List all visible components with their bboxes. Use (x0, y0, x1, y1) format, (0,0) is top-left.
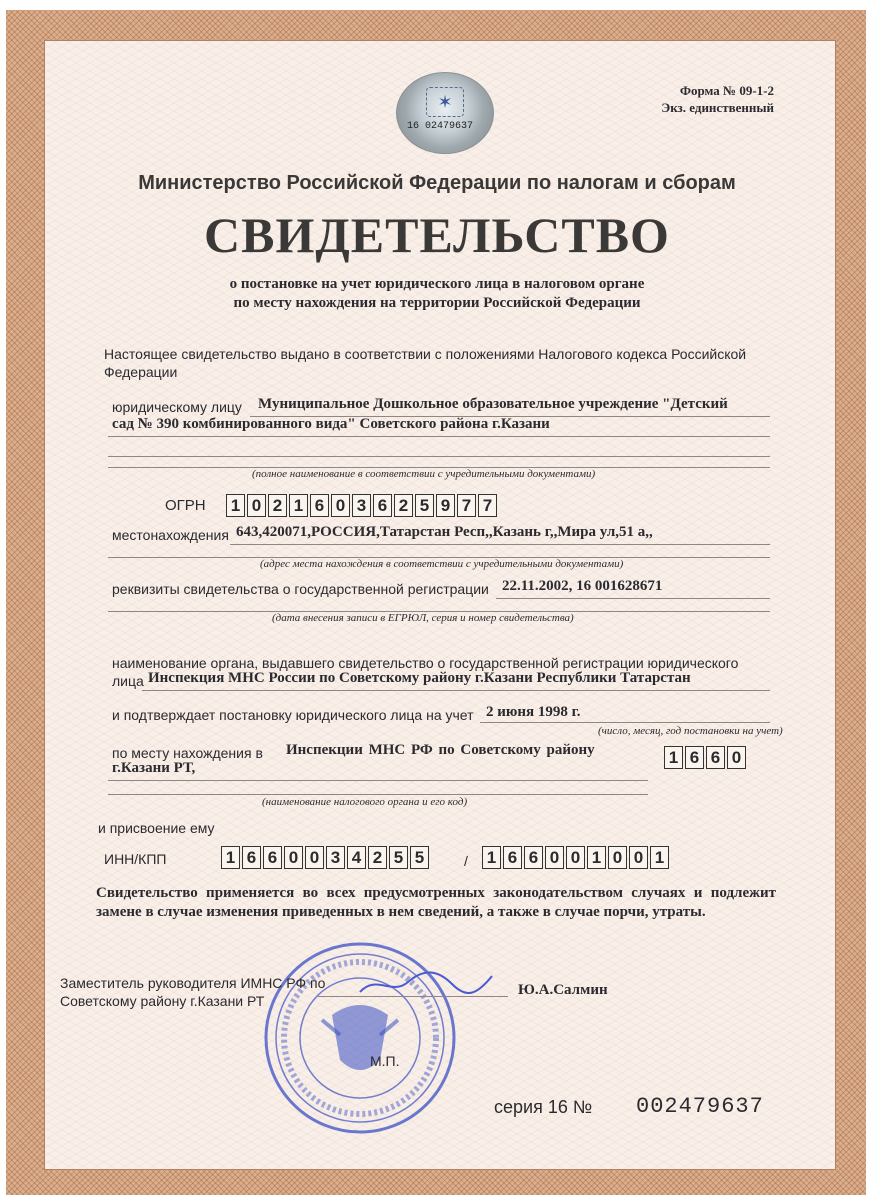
inn-digit: 1 (221, 846, 240, 869)
entity-caption: (полное наименование в соответствии с учредительными документами) (252, 468, 596, 480)
location-caption: (адрес места нахождения в соответствии с учредительными документами) (260, 558, 624, 570)
ogrn-box (226, 494, 499, 517)
issuer-value: Инспекция МНС России по Советскому району г.Казани Республики Татарстан (148, 670, 691, 686)
ogrn-digit: 9 (436, 494, 455, 517)
underline (108, 436, 770, 437)
stamp-place-label: М.П. (370, 1053, 400, 1069)
inn-digit: 3 (326, 846, 345, 869)
kpp-digit: 0 (629, 846, 648, 869)
inn-kpp-label: ИНН/КПП (104, 851, 167, 867)
ogrn-digit: 1 (226, 494, 245, 517)
entity-name-line-2: сад № 390 комбинированного вида" Советского района г.Казани (112, 416, 550, 432)
copy-label: Экз. единственный (661, 100, 774, 115)
issuer-label-line-2: лица (112, 673, 144, 689)
underline (108, 794, 648, 795)
ogrn-digit: 6 (373, 494, 392, 517)
ogrn-digit: 2 (394, 494, 413, 517)
registration-value: 22.11.2002, 16 001628671 (502, 578, 663, 594)
kpp-digit: 1 (650, 846, 669, 869)
ministry-name: Министерство Российской Федерации по налогам и сборам (138, 172, 736, 194)
ogrn-digit: 5 (415, 494, 434, 517)
underline (230, 544, 770, 545)
ogrn-digit: 0 (331, 494, 350, 517)
registration-label: реквизиты свидетельства о государственной регистрации (112, 581, 489, 597)
kpp-digit: 1 (587, 846, 606, 869)
location-value: 643,420071,РОССИЯ,Татарстан Респ,,Казань г,,Мира ул,51 а,, (236, 524, 653, 540)
inn-digit: 6 (263, 846, 282, 869)
inn-digit: 5 (389, 846, 408, 869)
handwritten-signature (356, 966, 496, 1002)
kpp-digit: 6 (524, 846, 543, 869)
signatory-position-line-1: Заместитель руководителя ИМНС РФ по (60, 975, 326, 991)
intro-line-1: Настоящее свидетельство выдано в соответствии с положениями Налогового кодекса Российской (104, 346, 747, 362)
validity-notice: Свидетельство применяется во всех предусмотренных законодательством случаях и подлежит замене в случае изменения приведенных в нем сведений, а также в случае порчи, утраты. (96, 885, 776, 920)
underline (142, 690, 770, 691)
inn-digit: 5 (410, 846, 429, 869)
document-subtitle (0, 275, 874, 313)
code-digit: 0 (727, 746, 746, 769)
tax-office-code-box (664, 746, 748, 769)
kpp-box (482, 846, 671, 869)
underline (480, 722, 770, 723)
form-info (661, 82, 774, 116)
subtitle-line-1: о постановке на учет юридического лица в налоговом органе (229, 276, 645, 292)
code-digit: 6 (706, 746, 725, 769)
series-number: 002479637 (636, 1094, 764, 1119)
signatory-name: Ю.А.Салмин (518, 982, 608, 998)
location-label: местонахождения (112, 527, 229, 543)
underline (108, 456, 770, 457)
ogrn-digit: 0 (247, 494, 266, 517)
ogrn-label: ОГРН (165, 497, 206, 514)
inn-digit: 6 (242, 846, 261, 869)
ogrn-digit: 7 (457, 494, 476, 517)
series-label: серия 16 № (494, 1097, 593, 1117)
entity-name-line-1: Муниципальное Дошкольное образовательное учреждение "Детский (258, 396, 728, 412)
signatory-position (60, 974, 325, 1010)
tax-office-label: по месту нахождения в (112, 745, 263, 761)
hologram-number: 16 02479637 (407, 121, 474, 132)
kpp-digit: 1 (482, 846, 501, 869)
form-number: Форма № 09-1-2 (679, 83, 774, 98)
ogrn-digit: 1 (289, 494, 308, 517)
hologram-emblem-icon: ✶ (426, 87, 464, 117)
underline (496, 598, 770, 599)
ogrn-digit: 2 (268, 494, 287, 517)
subtitle-line-2: по месту нахождения на территории Российской Федерации (233, 295, 641, 311)
ogrn-digit: 3 (352, 494, 371, 517)
ogrn-digit: 6 (310, 494, 329, 517)
intro-line-2: Федерации (104, 364, 178, 380)
inn-box (221, 846, 431, 869)
inn-digit: 4 (347, 846, 366, 869)
confirm-caption: (число, месяц, год постановки на учет) (598, 725, 783, 737)
inn-digit: 2 (368, 846, 387, 869)
entity-label: юридическому лицу (112, 399, 242, 415)
tax-office-caption: (наименование налогового органа и его код) (262, 796, 468, 808)
inn-digit: 0 (284, 846, 303, 869)
ogrn-digit: 7 (478, 494, 497, 517)
inn-kpp-separator: / (464, 853, 468, 869)
inn-digit: 0 (305, 846, 324, 869)
registration-caption: (дата внесения записи в ЕГРЮЛ, серия и номер свидетельства) (272, 612, 574, 624)
tax-office-value-line-2: г.Казани РТ, (112, 760, 196, 776)
confirm-date: 2 июня 1998 г. (486, 704, 581, 720)
issuer-label-line-1: наименование органа, выдавшего свидетельство о государственной регистрации юридического (112, 655, 739, 671)
kpp-digit: 0 (545, 846, 564, 869)
code-digit: 1 (664, 746, 683, 769)
tax-office-value-line-1: Инспекции МНС РФ по Советскому району (286, 742, 595, 758)
kpp-digit: 0 (566, 846, 585, 869)
kpp-digit: 6 (503, 846, 522, 869)
underline (108, 467, 770, 468)
intro-text (104, 345, 794, 381)
assign-label: и присвоение ему (98, 820, 215, 836)
kpp-digit: 0 (608, 846, 627, 869)
underline (108, 557, 770, 558)
signatory-position-line-2: Советскому району г.Казани РТ (60, 993, 265, 1009)
confirm-label: и подтверждает постановку юридического лица на учет (112, 707, 474, 723)
code-digit: 6 (685, 746, 704, 769)
underline (108, 780, 648, 781)
document-title: СВИДЕТЕЛЬСТВО (204, 207, 670, 263)
underline (108, 611, 770, 612)
